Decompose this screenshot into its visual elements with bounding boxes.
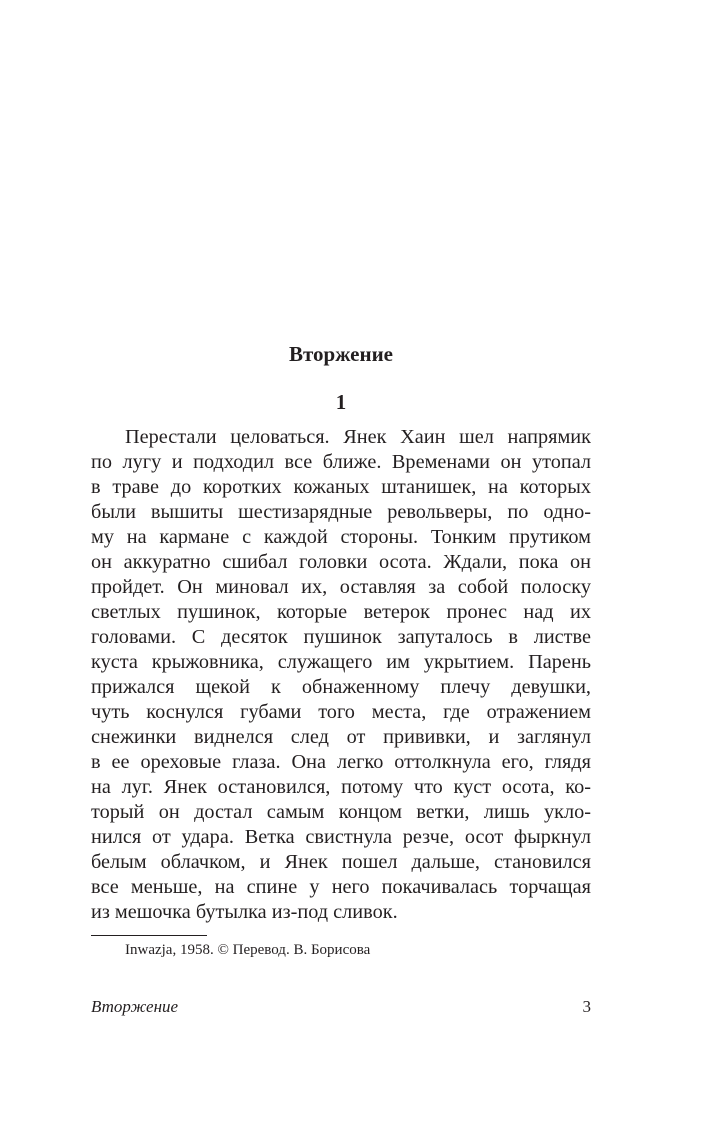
page-number: 3: [582, 997, 591, 1016]
text-line: в траве до коротких кожаных штанишек, на которых: [91, 476, 591, 498]
text-line: по лугу и подходил все ближе. Временами он утопал: [91, 451, 591, 473]
text-line: в ее ореховые глаза. Она легко оттолкнула его, глядя: [91, 751, 591, 773]
text-line: пройдет. Он миновал их, оставляя за собой полоску: [91, 576, 591, 598]
text-line: белым облачком, и Янек пошел дальше, становился: [91, 851, 591, 873]
text-line: на луг. Янек остановился, потому что куст осота, ко-: [91, 776, 591, 798]
text-line: му на кармане с каждой стороны. Тонким прутиком: [91, 526, 591, 548]
text-line: куста крыжовника, служащего им укрытием. Парень: [91, 651, 591, 673]
text-line: он аккуратно сшибал головки осота. Ждали, пока он: [91, 551, 591, 573]
chapter-number: 1: [335, 390, 347, 414]
running-footer-title: Вторжение: [91, 997, 179, 1016]
text-line: чуть коснулся губами того места, где отражением: [91, 701, 591, 723]
text-line: снежинки виднелся след от прививки, и заглянул: [91, 726, 591, 748]
text-line: из мешочка бутылка из-под сливок.: [91, 901, 398, 923]
text-line: все меньше, на спине у него покачивалась торчащая: [91, 876, 591, 898]
story-title: Вторжение: [288, 342, 393, 366]
text-line: нился от удара. Ветка свистнула резче, осот фыркнул: [91, 826, 591, 848]
footnote-divider: [91, 935, 207, 936]
text-line: были вышиты шестизарядные револьверы, по одно-: [91, 501, 591, 523]
text-line: головами. С десяток пушинок запуталось в листве: [91, 626, 591, 648]
body-paragraph: [91, 425, 591, 925]
text-line: торый он достал самым концом ветки, лишь укло-: [91, 801, 591, 823]
book-page: [91, 0, 591, 1123]
text-line: светлых пушинок, которые ветерок пронес над их: [91, 601, 591, 623]
footnote: Inwazja, 1958. © Перевод. В. Борисова: [125, 942, 371, 958]
text-line: Перестали целоваться. Янек Хаин шел напрямик: [125, 426, 591, 448]
text-line: прижался щекой к обнаженному плечу девушки,: [91, 676, 591, 698]
